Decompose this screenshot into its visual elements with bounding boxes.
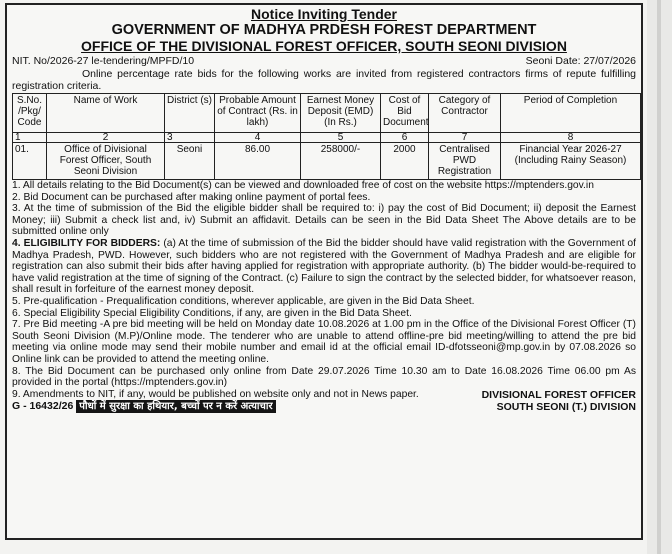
table-header-cell: Category of Contractor: [429, 94, 501, 133]
clause-4-text: (a) At the time of submission of the Bid the bidder should have valid registration with the Government of Madhya Pradesh, PWD. However, such bidders who are not registered with the Government of Madhya Pradesh and are eligible for registration can also submit their bids after having applied for registration with appropriate authority. (b) The bidder would-be-required to have valid registration at the time of signing of the Contract. (c) Failure to sign the contract by the selected bidder, for whatsoever reason, shall result in forfeiture of the earnest money deposit.: [12, 237, 637, 296]
table-cell: 258000/-: [301, 143, 381, 180]
table-cell: Office of Divisional Forest Officer, South Seoni Division: [47, 143, 165, 180]
column-number: 5: [301, 133, 381, 143]
table-header-cell: Name of Work: [47, 94, 165, 133]
table-cell: Financial Year 2026-27 (Including Rainy Season): [501, 143, 641, 180]
nit-number: NIT. No/2026-27 le-tendering/MPFD/10: [12, 55, 195, 67]
footer-line: [12, 400, 419, 413]
tender-notice: [5, 3, 643, 540]
clause-5: 5. Pre-qualification - Prequalification conditions, wherever applicable, are given in the Bid Data Sheet.: [12, 295, 475, 307]
department-heading: GOVERNMENT OF MADHYA PRDESH FOREST DEPARTMENT: [111, 22, 537, 38]
table-header-cell: Period of Completion: [501, 94, 641, 133]
table-header-row: [13, 94, 641, 133]
clause-7: 7. Pre Bid meeting -A pre bid meeting will be held on Monday date 10.08.2026 at 1.00 pm in the Office of the Divisional Forest Officer (T) South Seoni Division (M.P)/Online mode. The tenderer who are unable to attend offline-pre bid meeting/willing to attend the pre bid meeting via online mode may send their mobile number and email id at the official email ID-dfotsseoni@mp.gov.in by 07.08.2026 so Online link can be provided to attend the meeting online.: [12, 319, 636, 365]
signature-line-2: SOUTH SEONI (T.) DIVISION: [496, 400, 636, 413]
clause-9: 9. Amendments to NIT, if any, would be published on website only and not in News paper.: [12, 388, 419, 400]
slogan-banner: पौधों में सुरक्षा का हथियार, बच्चों पर न करें अत्याचार: [76, 400, 275, 413]
office-heading: OFFICE OF THE DIVISIONAL FOREST OFFICER, SOUTH SEONI DIVISION: [81, 38, 567, 54]
table-header-cell: Cost of Bid Document: [381, 94, 429, 133]
clause-4: [12, 238, 636, 296]
clause-1: 1. All details relating to the Bid Document(s) can be viewed and downloaded free of cost on the website https://mptenders.gov.in: [12, 180, 594, 191]
table-cell: 86.00: [215, 143, 301, 180]
margin-stripe: [657, 0, 661, 554]
page-margin: [647, 0, 672, 554]
column-number: 1: [13, 133, 47, 143]
left-closing: [12, 389, 419, 414]
table-cell: Centralised PWD Registration: [429, 143, 501, 180]
table-row: [13, 143, 641, 180]
clause-4-label: 4. ELIGIBILITY FOR BIDDERS:: [12, 237, 161, 249]
notice-date: Seoni Date: 27/07/2026: [525, 55, 636, 67]
table-cell: 2000: [381, 143, 429, 180]
works-table: [12, 93, 641, 180]
table-header-cell: Earnest Money Deposit (EMD) (In Rs.): [301, 94, 381, 133]
table-number-row: [13, 133, 641, 143]
notice-title: Notice Inviting Tender: [251, 6, 397, 22]
table-cell: Seoni: [165, 143, 215, 180]
advert-code: G - 16432/26: [12, 400, 74, 413]
clause-3: 3. At the time of submission of the Bid the eligible bidder shall be required to: i) pay the cost of Bid Document; ii) deposit the Earnest Money; iii) Submit a check list and, iv) Submit an affidavit. Details can be seen in the Bid Data Sheet The Above details are to be submitted online only: [12, 203, 636, 238]
reference-line: [12, 55, 636, 68]
column-number: 4: [215, 133, 301, 143]
clauses-section: [12, 180, 636, 413]
signature-line-1: DIVISIONAL FOREST OFFICER: [481, 388, 636, 401]
column-number: 3: [165, 133, 215, 143]
table-header-cell: S.No. /Pkg/ Code: [13, 94, 47, 133]
clause-6: 6. Special Eligibility Special Eligibility Conditions, if any, are given in the Bid Data Sheet.: [12, 307, 412, 319]
table-cell: 01.: [13, 143, 47, 180]
signature-block: [482, 389, 636, 413]
closing-row: [12, 389, 636, 414]
column-number: 6: [381, 133, 429, 143]
column-number: 2: [47, 133, 165, 143]
clause-2: 2. Bid Document can be purchased after making online payment of portal fees.: [12, 191, 371, 203]
intro-paragraph: Online percentage rate bids for the following works are invited from registered contractors firms of repute fulfilling registration criteria.: [12, 68, 636, 92]
column-number: 8: [501, 133, 641, 143]
table-header-cell: District (s): [165, 94, 215, 133]
clause-8: 8. The Bid Document can be purchased only online from Date 29.07.2026 Time 10.30 am to Date 16.08.2026 Time 06.00 pm As provided in the portal (https://mptenders.gov.in): [12, 365, 636, 389]
column-number: 7: [429, 133, 501, 143]
table-header-cell: Probable Amount of Contract (Rs. in lakh): [215, 94, 301, 133]
